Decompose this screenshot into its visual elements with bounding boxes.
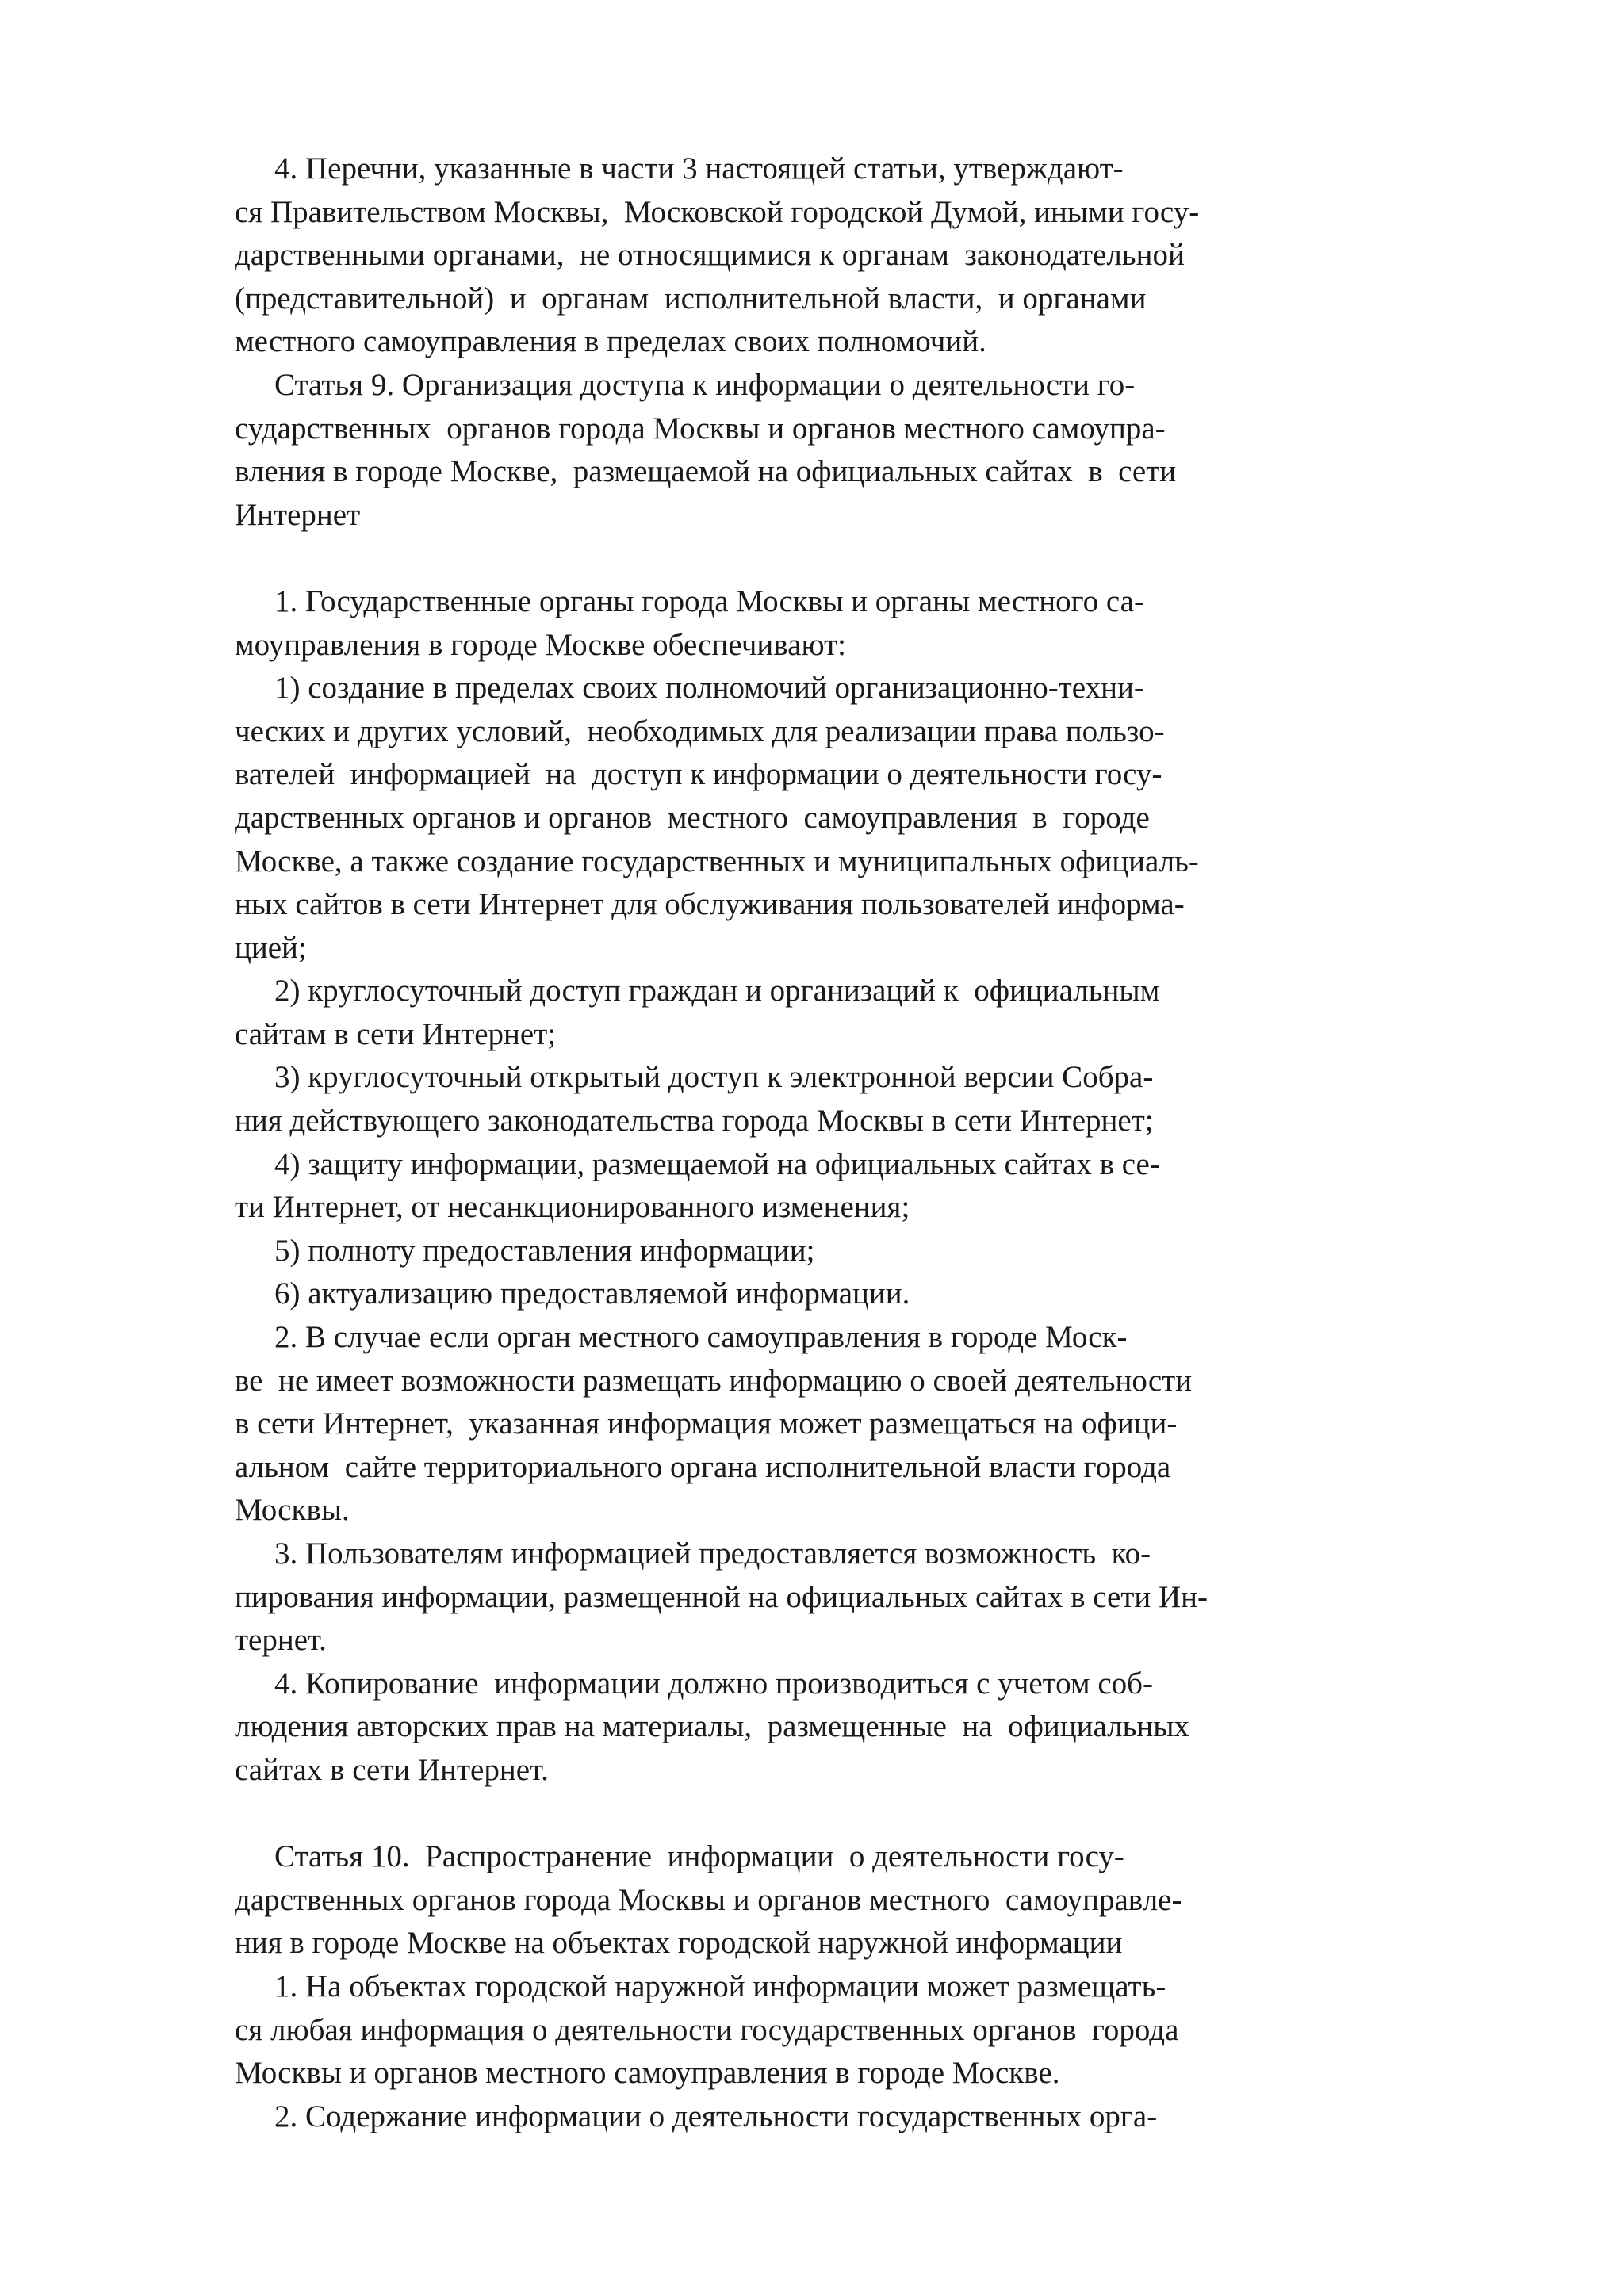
text-line: 2. В случае если орган местного самоуправления в городе Моск- <box>274 1320 1128 1355</box>
text-line: (представительной) и органам исполнительной власти, и органами <box>235 281 1147 316</box>
text-line: людения авторских прав на материалы, размещенные на официальных <box>235 1709 1189 1744</box>
text-line: 1. На объектах городской наружной информации может размещать- <box>274 1969 1166 2003</box>
text-line: 4) защиту информации, размещаемой на официальных сайтах в се- <box>274 1146 1160 1181</box>
article-9-part-3 <box>235 1533 1281 1663</box>
article-9-heading <box>235 364 1281 537</box>
text-line: ти Интернет, от несанкционированного изменения; <box>235 1190 910 1225</box>
text-line: 1) создание в пределах своих полномочий организационно-техни- <box>274 671 1144 706</box>
article-10-part-1 <box>235 1965 1281 2095</box>
text-line: 2. Содержание информации о деятельности государственных орга- <box>274 2099 1158 2133</box>
text-line: 3) круглосуточный открытый доступ к электронной версии Собра- <box>274 1060 1154 1095</box>
para-part4-lists <box>235 147 1281 364</box>
article-9-item-3 <box>235 1056 1281 1142</box>
text-line: в сети Интернет, указанная информация может размещаться на офици- <box>235 1406 1178 1441</box>
text-line: ся любая информация о деятельности государственных органов города <box>235 2012 1179 2047</box>
text-line: ческих и других условий, необходимых для реализации права пользо- <box>235 714 1165 748</box>
text-line: вления в городе Москве, размещаемой на официальных сайтах в сети <box>235 454 1177 489</box>
text-line: вателей информацией на доступ к информации о деятельности госу- <box>235 757 1162 792</box>
text-line: сударственных органов города Москвы и органов местного самоупра- <box>235 411 1166 446</box>
text-line: дарственных органов города Москвы и органов местного самоуправле- <box>235 1882 1182 1917</box>
text-line: моуправления в городе Москве обеспечивают: <box>235 627 846 662</box>
blank-line <box>235 537 1281 580</box>
article-9-part-4 <box>235 1663 1281 1793</box>
text-line: тернет. <box>235 1623 327 1658</box>
text-line: местного самоуправления в пределах своих полномочий. <box>235 324 986 359</box>
text-line: ве не имеет возможности размещать информацию о своей деятельности <box>235 1363 1193 1398</box>
article-9-part-1 <box>235 580 1281 667</box>
text-line: пирования информации, размещенной на официальных сайтах в сети Ин- <box>235 1579 1208 1614</box>
text-line: ния в городе Москве на объектах городской наружной информации <box>235 1926 1123 1961</box>
text-line: 5) полноту предоставления информации; <box>274 1233 815 1268</box>
article-9-item-4 <box>235 1143 1281 1230</box>
text-line: Интернет <box>235 497 361 532</box>
article-10-heading <box>235 1835 1281 1965</box>
text-line: дарственных органов и органов местного самоуправления в городе <box>235 800 1150 835</box>
text-line: Москвы. <box>235 1493 350 1528</box>
text-line: цией; <box>235 930 307 965</box>
text-line: ся Правительством Москвы, Московской городской Думой, иными госу- <box>235 194 1200 229</box>
article-9-item-6 <box>235 1272 1281 1316</box>
text-line: сайтам в сети Интернет; <box>235 1016 557 1051</box>
text-line: 3. Пользователям информацией предоставляется возможность ко- <box>274 1536 1151 1571</box>
article-9-item-2 <box>235 970 1281 1056</box>
document-text <box>235 147 1281 2138</box>
text-line: альном сайте территориального органа исполнительной власти города <box>235 1449 1171 1484</box>
article-9-item-5 <box>235 1230 1281 1273</box>
text-line: 2) круглосуточный доступ граждан и организаций к официальным <box>274 974 1160 1008</box>
text-line: 1. Государственные органы города Москвы и органы местного са- <box>274 584 1144 618</box>
text-line: сайтах в сети Интернет. <box>235 1752 549 1787</box>
article-9-part-2 <box>235 1316 1281 1533</box>
text-line: 4. Копирование информации должно производиться с учетом соб- <box>274 1666 1153 1701</box>
text-line: ния действующего законодательства города Москвы в сети Интернет; <box>235 1104 1154 1138</box>
text-line: Статья 9. Организация доступа к информации о деятельности го- <box>274 367 1136 402</box>
text-line: 6) актуализацию предоставляемой информации. <box>274 1276 910 1311</box>
text-line: ных сайтов в сети Интернет для обслуживания пользователей информа- <box>235 887 1185 922</box>
text-line: 4. Перечни, указанные в части 3 настоящей статьи, утверждают- <box>274 151 1124 186</box>
text-line: дарственными органами, не относящимися к органам законодательной <box>235 238 1185 273</box>
blank-line <box>235 1793 1281 1836</box>
article-9-item-1 <box>235 667 1281 970</box>
text-line: Москвы и органов местного самоуправления в городе Москве. <box>235 2056 1060 2091</box>
text-line: Москве, а также создание государственных и муниципальных официаль- <box>235 844 1199 878</box>
text-line: Статья 10. Распространение информации о деятельности госу- <box>274 1839 1124 1874</box>
article-10-part-2 <box>235 2095 1281 2139</box>
